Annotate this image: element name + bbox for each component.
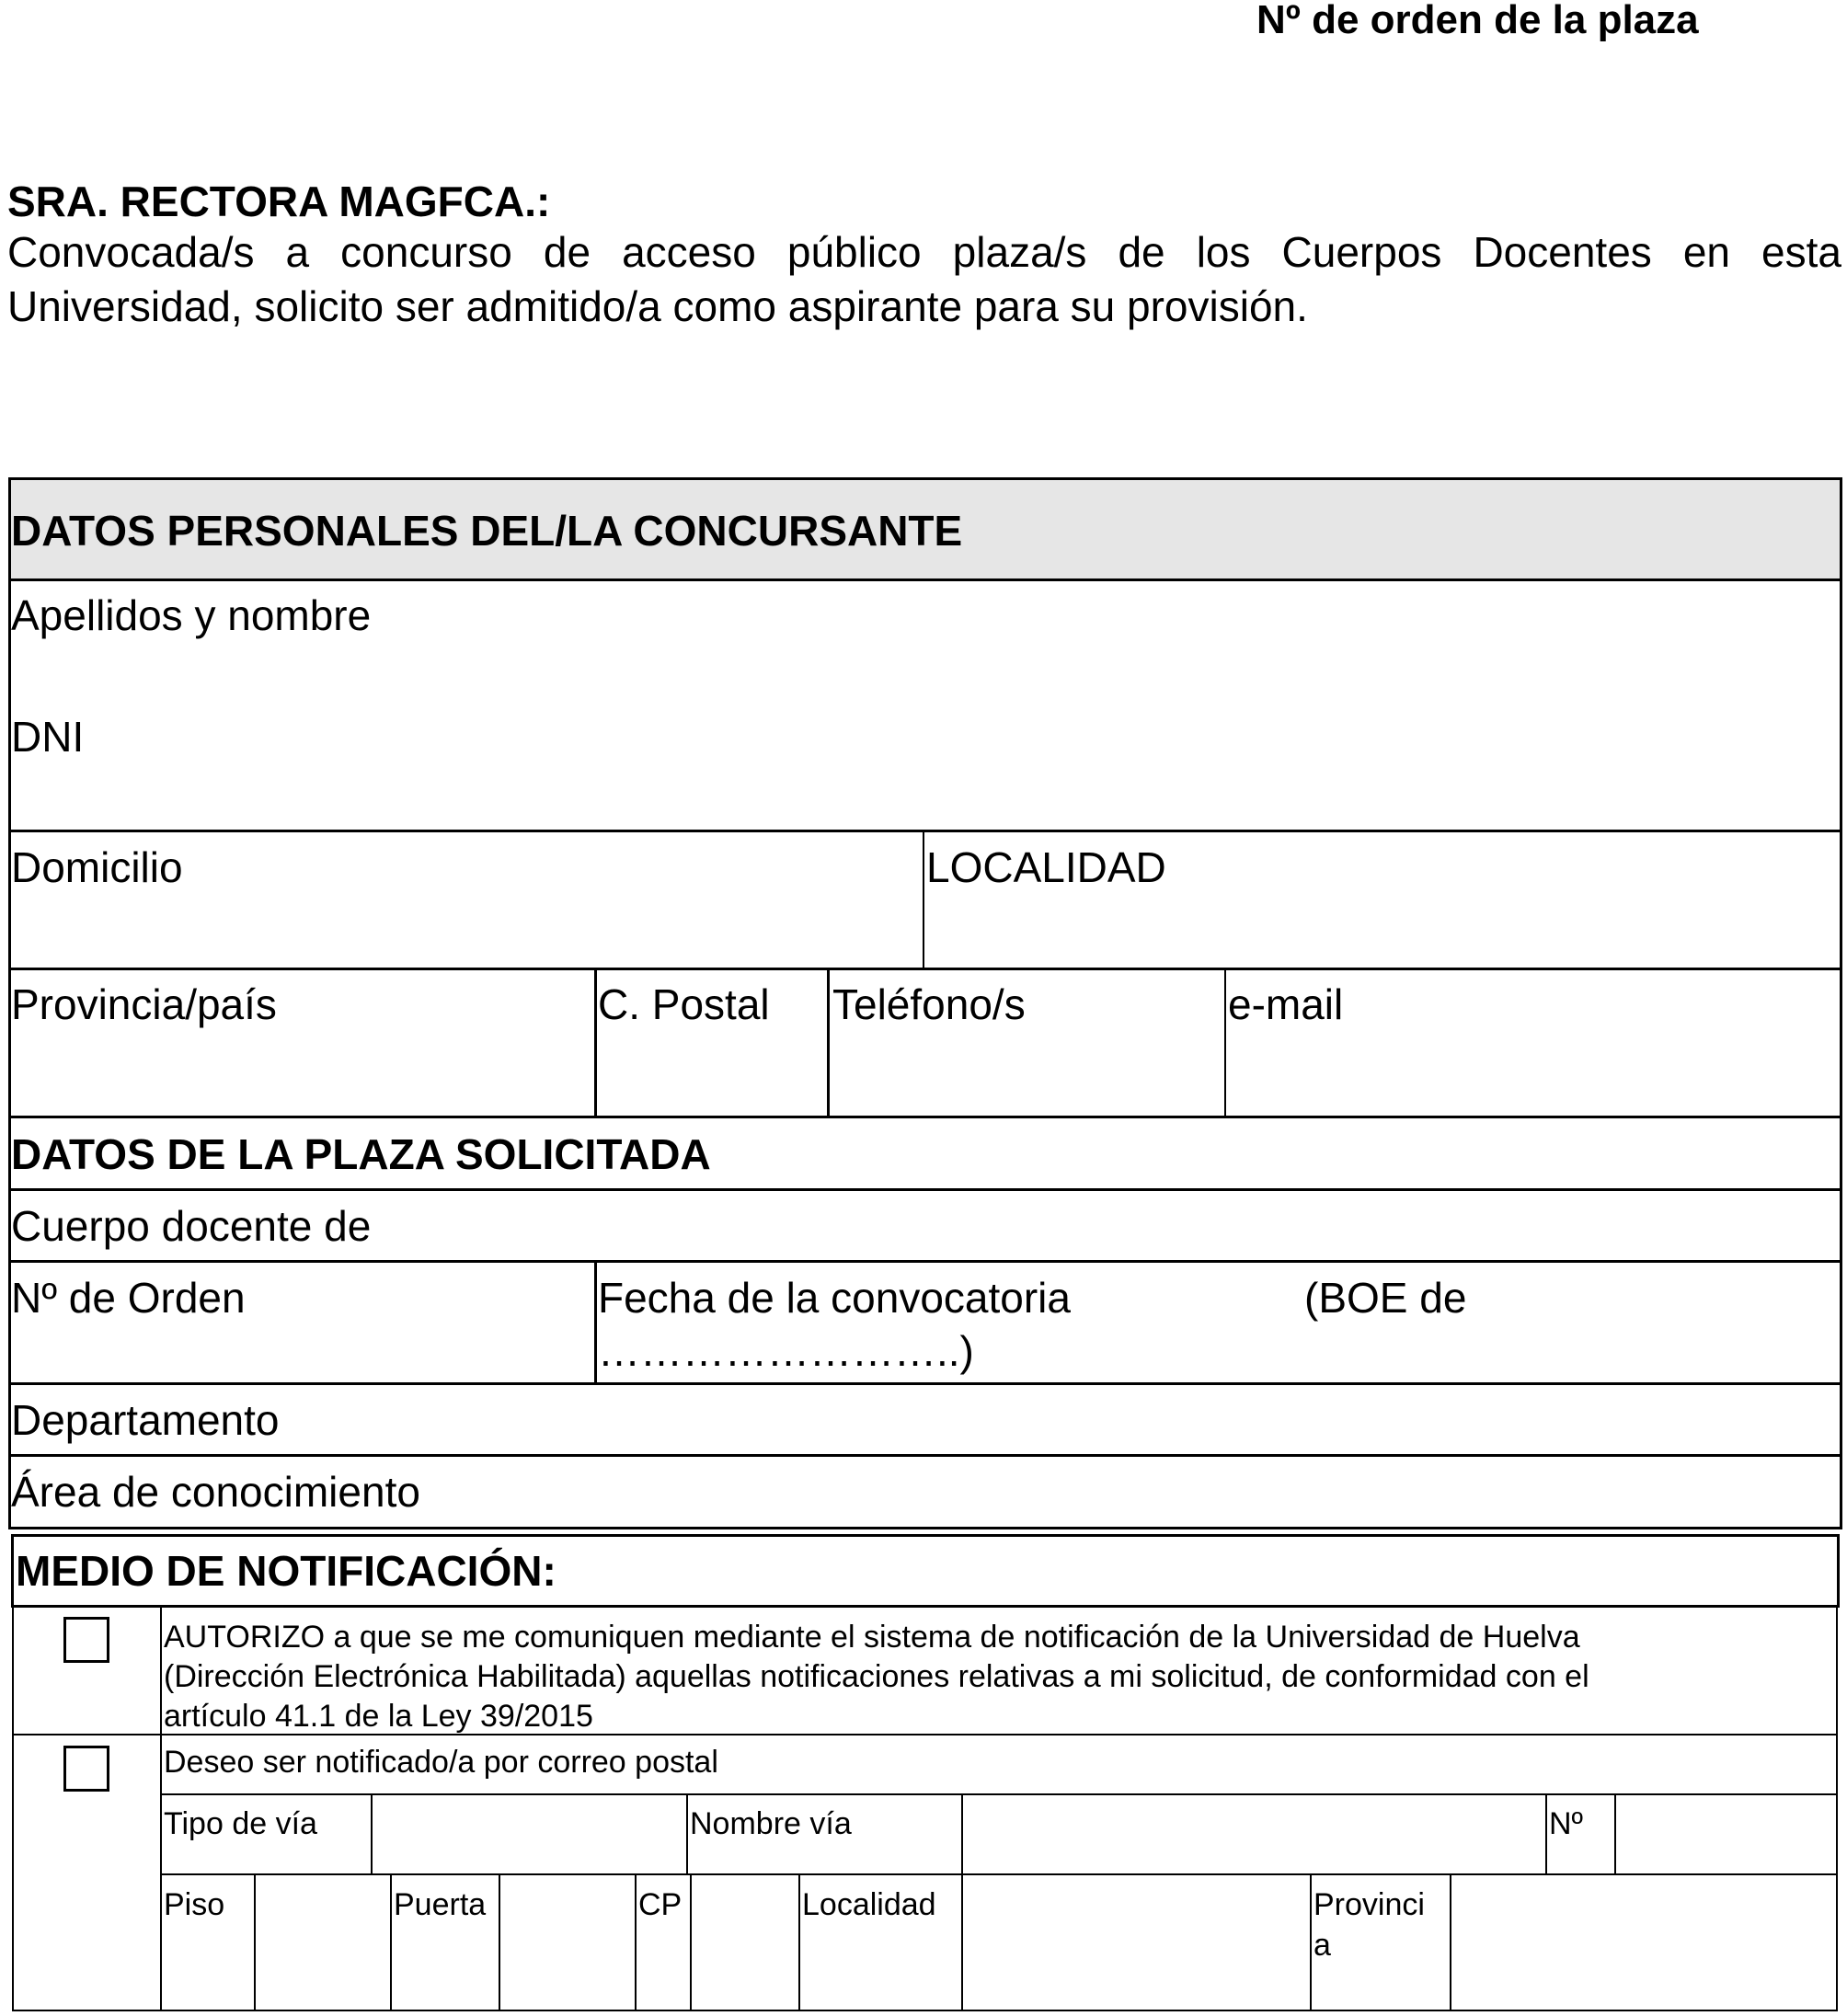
postal-mail-text: Deseo ser notificado/a por correo postal (164, 1745, 718, 1780)
order-field-label: Nº de Orden (11, 1274, 246, 1322)
address-field-label: Domicilio (11, 843, 183, 891)
phone-field-label: Teléfono/s (832, 980, 1026, 1028)
street-name-label: Nombre vía (690, 1806, 852, 1841)
name-field-label: Apellidos y nombre (11, 591, 372, 639)
order-number-label: Nº de orden de la plaza (1256, 0, 1699, 42)
postal-mail-checkbox[interactable] (63, 1746, 109, 1792)
dni-field-label: DNI (11, 713, 85, 761)
boe-dots: ……………………..) (598, 1327, 974, 1375)
call-date-label: Fecha de la convocatoria (598, 1274, 1071, 1322)
knowledge-area-label: Área de conocimiento (11, 1468, 420, 1516)
authorize-electronic-checkbox[interactable] (63, 1617, 109, 1663)
intro-line-2: Universidad, solicito ser admitido/a como aspirante para su provisión. (7, 282, 1308, 330)
door-label: Puerta (394, 1887, 487, 1922)
department-label: Departamento (11, 1396, 280, 1444)
floor-label: Piso (164, 1887, 225, 1922)
email-field-label: e-mail (1228, 980, 1344, 1028)
teaching-body-label: Cuerpo docente de (11, 1202, 372, 1250)
intro-line-1: Convocada/s a concurso de acceso público plaza/s de los Cuerpos Docentes en esta (7, 228, 1841, 276)
personal-section-title: DATOS PERSONALES DEL/LA CONCURSANTE (11, 507, 963, 555)
street-number-label: Nº (1549, 1806, 1583, 1841)
postal-code-field-label: C. Postal (598, 980, 770, 1028)
locality-label: Localidad (802, 1887, 936, 1922)
street-type-label: Tipo de vía (164, 1806, 317, 1841)
addressee: SRA. RECTORA MAGFCA.: (7, 178, 551, 225)
notification-section-title: MEDIO DE NOTIFICACIÓN: (16, 1547, 556, 1595)
province-field-label: Provincia/país (11, 980, 277, 1028)
authorize-text-line-3: artículo 41.1 de la Ley 39/2015 (164, 1699, 593, 1734)
authorize-text-line-1: AUTORIZO a que se me comuniquen mediante el sistema de notificación de la Universidad de Huelva (164, 1620, 1580, 1655)
position-section-title: DATOS DE LA PLAZA SOLICITADA (11, 1130, 711, 1178)
locality-field-label: LOCALIDAD (926, 843, 1166, 891)
province-label-line-2: a (1314, 1928, 1331, 1963)
province-label-line-1: Provinci (1314, 1887, 1425, 1922)
boe-label: (BOE de (1304, 1274, 1467, 1322)
authorize-text-line-2: (Dirección Electrónica Habilitada) aquellas notificaciones relativas a mi solicitud, de conformidad con el (164, 1659, 1589, 1694)
postal-code-label: CP (638, 1887, 683, 1922)
